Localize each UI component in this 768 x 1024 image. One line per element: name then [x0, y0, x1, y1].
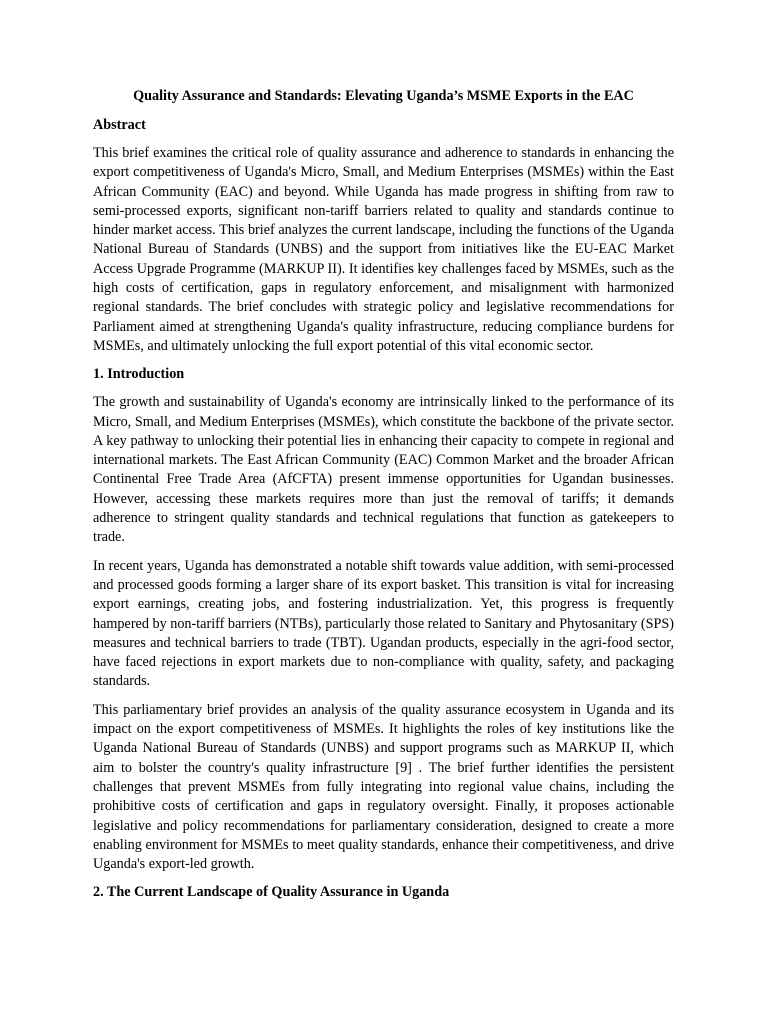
introduction-paragraph-3: This parliamentary brief provides an analysis of the quality assurance ecosystem in Uganda and its impact on the export competitiveness of MSMEs. It highlights the roles of key institutions like the Uganda National Bureau of Standards (UNBS) and support programs such as MARKUP II, which aim to bolster the country's quality infrastructure [9] . The brief further identifies the persistent challenges that prevent MSMEs from fully integrating into regional value chains, including the prohibitive costs of certification and gaps in regulatory oversight. Finally, it proposes actionable legislative and policy recommendations for parliamentary consideration, designed to create a more enabling environment for MSMEs to meet quality standards, enhance their competitiveness, and drive Uganda's export-led growth.: [93, 701, 674, 873]
introduction-paragraph-2: In recent years, Uganda has demonstrated a notable shift towards value addition, with semi-processed and processed goods forming a larger share of its export basket. This transition is vital for increasing export earnings, creating jobs, and fostering industrialization. Yet, this progress is frequently hampered by non-tariff barriers (NTBs), particularly those related to Sanitary and Phytosanitary (SPS) measures and technical barriers to trade (TBT). Ugandan products, especially in the agri-food sector, have faced rejections in export markets due to non-compliance with quality, safety, and packaging standards.: [93, 557, 674, 690]
introduction-heading: 1. Introduction: [93, 366, 185, 383]
document-page: [93, 87, 674, 911]
abstract-heading: Abstract: [93, 117, 146, 133]
section-2-heading: 2. The Current Landscape of Quality Assurance in Uganda: [93, 884, 450, 901]
abstract-paragraph: This brief examines the critical role of quality assurance and adherence to standards in enhancing the export competitiveness of Uganda's Micro, Small, and Medium Enterprises (MSMEs) within the East African Community (EAC) and beyond. While Uganda has made progress in shifting from raw to semi-processed exports, significant non-tariff barriers related to quality and standards continue to hinder market access. This brief analyzes the current landscape, including the functions of the Uganda National Bureau of Standards (UNBS) and the support from initiatives like the EU-EAC Market Access Upgrade Programme (MARKUP II). It identifies key challenges faced by MSMEs, such as the high costs of certification, gaps in regulatory enforcement, and misalignment with harmonized regional standards. The brief concludes with strategic policy and legislative recommendations for Parliament aimed at strengthening Uganda's quality infrastructure, reducing compliance burdens for MSMEs, and ultimately unlocking the full export potential of this vital economic sector.: [93, 145, 674, 354]
document-title: Quality Assurance and Standards: Elevating Uganda’s MSME Exports in the EAC: [133, 88, 634, 104]
introduction-paragraph-1: The growth and sustainability of Uganda's economy are intrinsically linked to the performance of its Micro, Small, and Medium Enterprises (MSMEs), which constitute the backbone of the private sector. A key pathway to unlocking their potential lies in enhancing their capacity to compete in regional and international markets. The East African Community (EAC) Common Market and the broader African Continental Free Trade Area (AfCFTA) present immense opportunities for Ugandan businesses. However, accessing these markets requires more than just the removal of tariffs; it demands adherence to stringent quality standards and technical regulations that function as gatekeepers to trade.: [93, 394, 674, 546]
